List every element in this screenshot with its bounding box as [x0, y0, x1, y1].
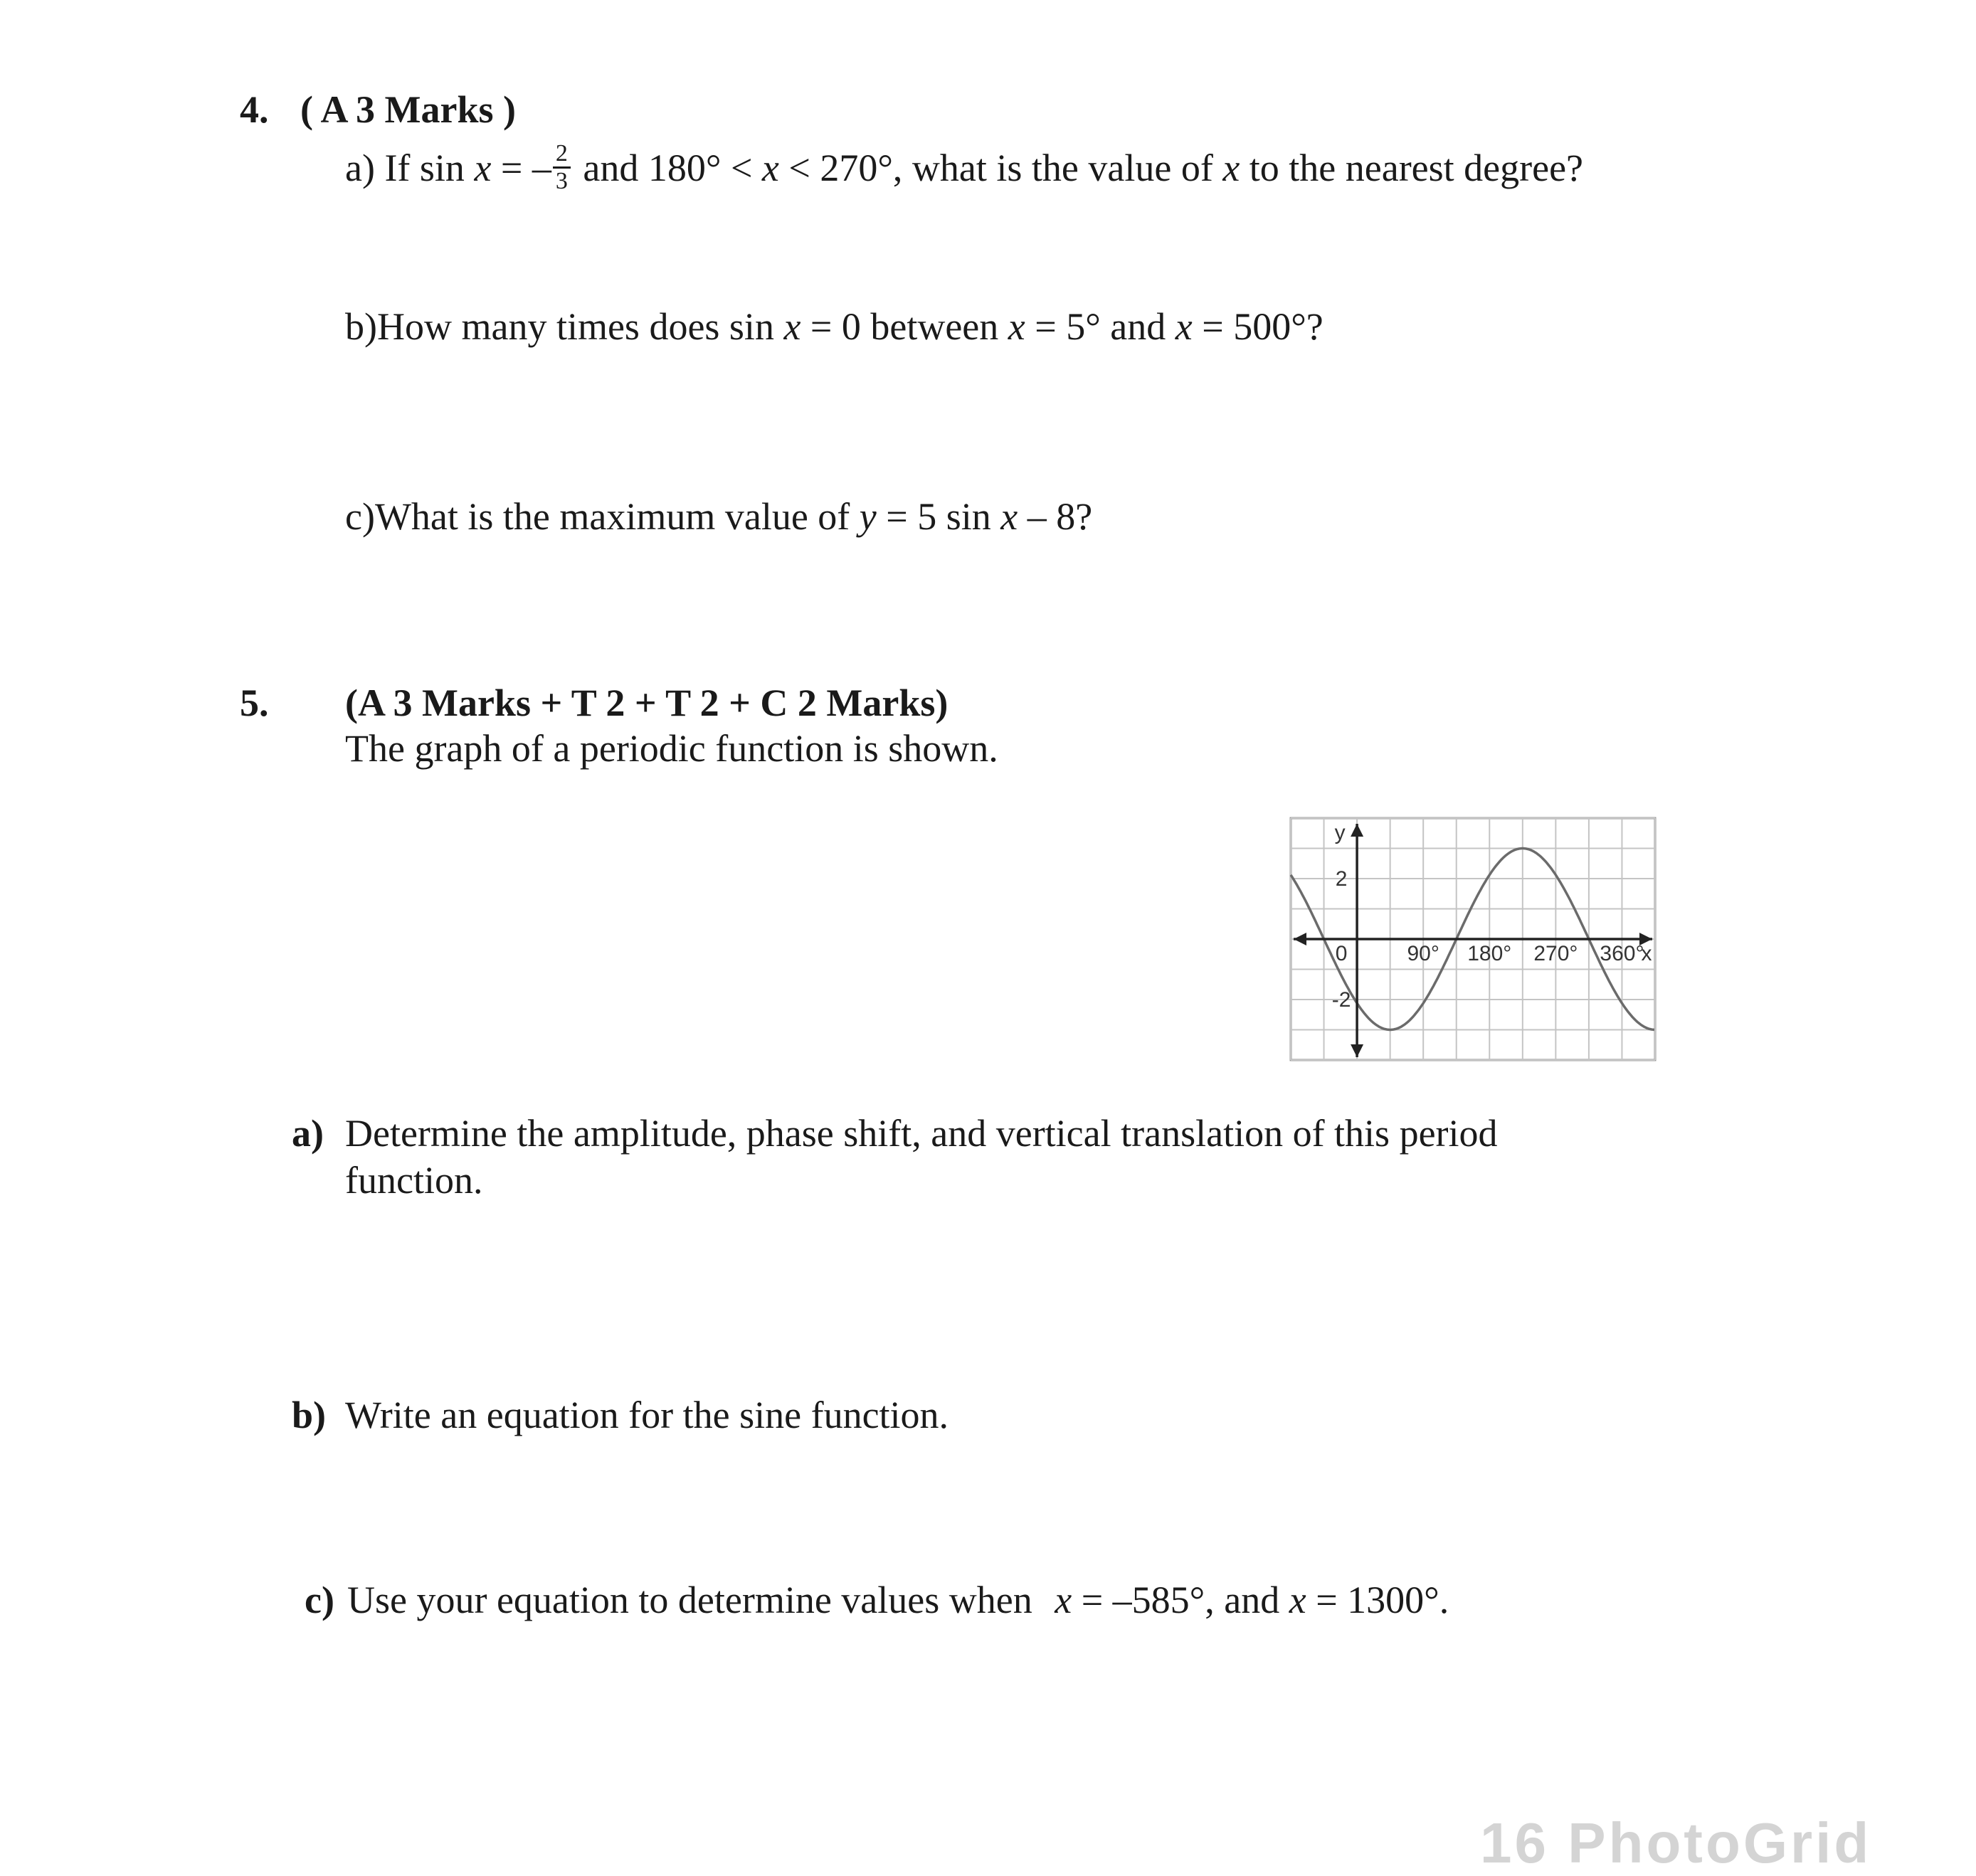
periodic-function-graph — [1281, 811, 1665, 1067]
x-tick-label: 270° — [1533, 942, 1578, 965]
q5c-question: Use your equation to determine values when x = –585°, and x = 1300°. — [347, 1579, 1449, 1621]
y-tick-label: -2 — [1331, 988, 1351, 1012]
fraction: $\frac{2}{3}$ — [553, 141, 571, 194]
q4b-question: b)How many times does sin x = 0 between x = 5° and x = 500°? — [345, 305, 1324, 348]
q5a-question: a) — [292, 1112, 324, 1155]
q4-marks: ( A 3 Marks ) — [300, 88, 516, 131]
q5b-label: b) — [292, 1394, 327, 1436]
x-tick-label: 90° — [1407, 942, 1439, 965]
x-tick-label: 360° — [1600, 942, 1644, 965]
origin-label: 0 — [1335, 942, 1348, 965]
y-tick-label: 2 — [1335, 867, 1348, 891]
q4-number: 4. — [240, 88, 269, 131]
q5a-line2: function. — [345, 1159, 483, 1202]
q5a-line1: Determine the amplitude, phase shift, and vertical translation of this period — [345, 1112, 1498, 1155]
q4c-question: c)What is the maximum value of y = 5 sin x – 8? — [345, 495, 1093, 538]
q5-marks: (A 3 Marks + T 2 + T 2 + C 2 Marks) — [345, 682, 949, 724]
q5-intro: The graph of a periodic function is shown. — [345, 727, 998, 770]
q4a-question: a) If sin x = – $\frac{2}{3}$ and 180° < x < 270°, what is the value of x to the nearest degree? — [345, 140, 1584, 195]
q5-number: 5. — [240, 682, 269, 724]
q5b-question: Write an equation for the sine function. — [345, 1394, 949, 1436]
x-axis-label: x — [1641, 942, 1652, 965]
q5c-label: c) — [305, 1579, 334, 1621]
x-tick-label: 180° — [1467, 942, 1512, 965]
photogrid-watermark: 16 PhotoGrid — [1480, 1811, 1872, 1875]
y-axis-label: y — [1334, 821, 1346, 844]
